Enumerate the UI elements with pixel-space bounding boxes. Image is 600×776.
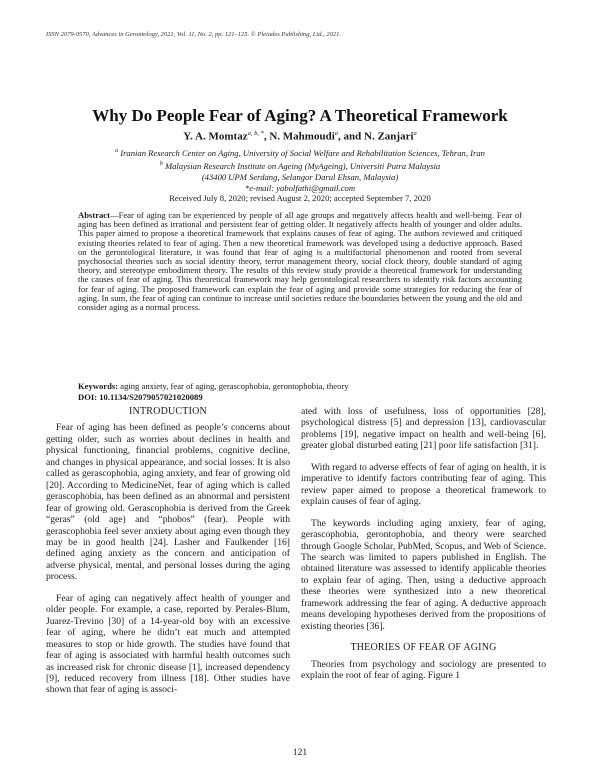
author-2-affiliation: a <box>334 130 339 137</box>
journal-citation-line: ISSN 2079-0570, Advances in Gerontology, 2021, Vol. 11, No. 2, pp. 121–125. © Pleiades Publishing, Ltd., 2021. <box>46 31 341 38</box>
doi-line <box>78 392 522 403</box>
keywords-text: aging anxiety, fear of aging, gerascophobia, gerontophobia, theory <box>118 381 349 391</box>
right-column <box>301 406 546 692</box>
keywords-block <box>78 381 522 402</box>
author-separator: , <box>263 130 270 143</box>
abstract-heading: Abstract <box>78 210 110 220</box>
paragraph: With regard to adverse effects of fear of aging on health, it is imperative to identify factors contributing fear of aging. This review paper aimed to propose a theoretical framework to explain causes of fear of aging. <box>301 461 546 508</box>
keywords-label: Keywords: <box>78 381 119 391</box>
affiliations <box>0 146 600 194</box>
affiliation-a-marker: a <box>115 148 119 154</box>
keywords-line <box>78 381 522 392</box>
author-separator: , and <box>338 130 365 143</box>
abstract-text: —Fear of aging can be experienced by people of all age groups and negatively affects health and well-being. Fear of aging has been defined as irrational and persistent fear of getting older. It negatively affects health of younger and older adults. This paper aimed to propose a theoretical framework that explains causes of fear of aging. The authors reviewed and critiqued existing theories related to fear of aging. Then a new theoretical framework was developed using a deductive approach. Based on the gerontological literature, it was found that fear of aging is a multifactorial phenomenon and rooted from several psychosocial theories such as social identity theory, terror management theory, social clock theory, double standard of aging theory, and stereotype embodiment theory. The results of this review study provide a theoretical framework for understanding the causes of fear of aging. This theoretical framework may help gerontological researchers to identify risk factors accounting for fear of aging. The proposed framework can explain the fear of aging and provide some strategies for reducing the fear of aging. In sum, the fear of aging can continue to increase until societies reduce the boundaries between the young and the old and consider aging as a normal process. <box>78 210 522 313</box>
author-3: N. Zanjari <box>364 130 414 143</box>
doi-label: DOI: <box>78 391 98 402</box>
author-2: N. Mahmoudi <box>269 130 335 143</box>
page-number: 121 <box>292 747 308 758</box>
affiliation-b <box>0 159 600 172</box>
section-heading-theories: THEORIES OF FEAR OF AGING <box>350 642 497 654</box>
affiliation-a-text: Iranian Research Center on Aging, University of Social Welfare and Rehabilitation Sciences, Tehran, Iran <box>118 147 485 158</box>
author-list <box>0 130 600 143</box>
doi-value: 10.1134/S2079057021020089 <box>97 391 203 402</box>
paragraph: Fear of aging can negatively affect health of younger and older people. For example, a case, reported by Perales-Blum, Juarez-Trevino [30] of a 14-year-old boy with an excessive fear of aging, where he didn’t eat much and attempted measures to stop or hide growth. The studies have found that fear of aging is associated with harmful health outcomes such as increased risk for chronic disease [1], increased dependency [9], reduced recovery from illness [18]. Other studies have shown that fear of aging is associ- <box>46 592 290 696</box>
abstract <box>78 211 522 312</box>
affiliation-b-address: (43400 UPM Serdang, Selangor Darul Ehsan, Malaysia) <box>201 171 399 182</box>
affiliation-b-text: Malaysian Research Institute on Ageing (MyAgeing), Universiti Putra Malaysia <box>162 160 441 171</box>
paper-title: Why Do People Fear of Aging? A Theoretical Framework <box>92 106 508 125</box>
author-3-affiliation: a <box>413 130 417 137</box>
author-1: Y. A. Momtaz <box>183 130 248 143</box>
left-column <box>46 406 290 706</box>
received-dates: Received July 8, 2020; revised August 2, 2020; accepted September 7, 2020 <box>169 193 431 203</box>
corresponding-email: *e-mail: yabolfathi@gmail.com <box>244 182 356 193</box>
section-heading-introduction: INTRODUCTION <box>129 406 207 417</box>
author-1-affiliation: a, b, * <box>247 130 264 137</box>
paragraph: Theories from psychology and sociology are presented to explain the root of fear of aging. Figure 1 <box>301 658 546 682</box>
paragraph-continued: ated with loss of usefulness, loss of opportunities [28], psychological distress [5] and depression [13], cardiovascular problems [19], negative impact on health and well-being [6], greater global disturbed eating [21] poor life satisfaction [31]. <box>301 406 546 452</box>
affiliation-a <box>0 146 600 159</box>
paragraph: Fear of aging has been defined as people’s concerns about getting older, such as worries about declines in health and physical functioning, financial problems, cognitive decline, and changes in physical appearance, and social losses. It is also called as gerascophobia, aging anxiety, and fear of growing old [20]. According to MedicineNet, fear of aging which is called gerascophobia, has been defined as an abnormal and persistent fear of growing old. Gerascophobia is derived from the Greek “geras” (old age) and “phobos” (fear). People with gerascophobia feel sever anxiety about aging even though they may be in good health [24]. Lasher and Faulkender [16] defined aging anxiety as the concern and anticipation of adverse physical, mental, and personal losses during the aging process. <box>46 422 290 583</box>
paragraph: The keywords including aging anxiety, fear of aging, gerascophobia, gerontophobia, and theory were searched through Google Scholar, PubMed, Scopus, and Web of Science. The search was limited to papers published in English. The obtained literature was assessed to identify applicable theories to explain fear of aging. Then, using a deductive approach these theories were synthesized into a new theoretical framework addressing the fear of aging. A deductive approach means developing hypotheses derived from the propositions of existing theories [36]. <box>301 517 546 632</box>
affiliation-b-marker: b <box>159 160 163 167</box>
